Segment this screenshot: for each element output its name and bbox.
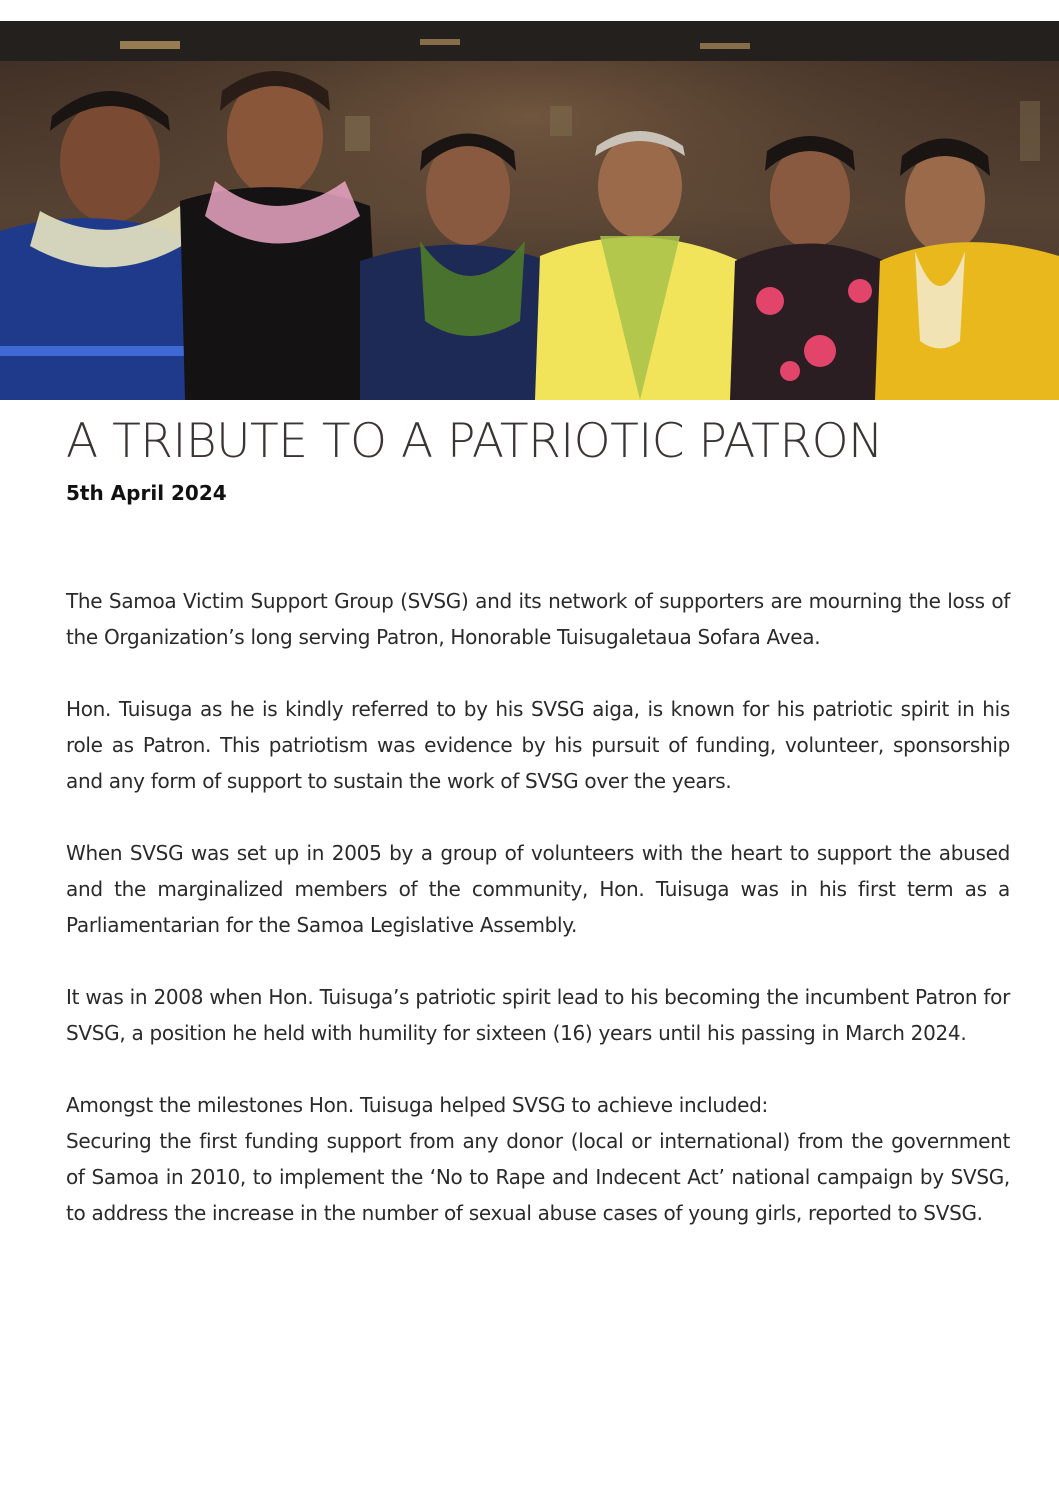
paragraph-1: The Samoa Victim Support Group (SVSG) and its network of supporters are mourning the loss of the Organization’s long serving Patron, Honorable Tuisugaletaua Sofara Avea. [66, 589, 1010, 649]
hero-photo [0, 21, 1059, 400]
article-date: 5th April 2024 [66, 481, 227, 505]
paragraph-6: Securing the first funding support from any donor (local or international) from the government of Samoa in 2010, to implement the ‘No to Rape and Indecent Act’ national campaign by SVSG, to address the increase in the number of sexual abuse cases of young girls, reported to SVSG. [66, 1129, 1010, 1225]
group-photo-illustration [0, 21, 1059, 400]
paragraph-2: Hon. Tuisuga as he is kindly referred to by his SVSG aiga, is known for his patriotic spirit in his role as Patron. This patriotism was evidence by his pursuit of funding, volunteer, sponsorship and any form of support to sustain the work of SVSG over the years. [66, 697, 1010, 793]
paragraph-4: It was in 2008 when Hon. Tuisuga’s patriotic spirit lead to his becoming the incumbent Patron for SVSG, a position he held with humility for sixteen (16) years until his passing in March 2024. [66, 985, 1010, 1045]
paragraph-3: When SVSG was set up in 2005 by a group of volunteers with the heart to support the abused and the marginalized members of the community, Hon. Tuisuga was in his first term as a Parliamentarian for the Samoa Legislative Assembly. [66, 841, 1010, 937]
article-body [66, 583, 1010, 1267]
article-title: A TRIBUTE TO A PATRIOTIC PATRON [66, 414, 883, 469]
paragraph-5: Amongst the milestones Hon. Tuisuga helped SVSG to achieve included: [66, 1093, 768, 1117]
